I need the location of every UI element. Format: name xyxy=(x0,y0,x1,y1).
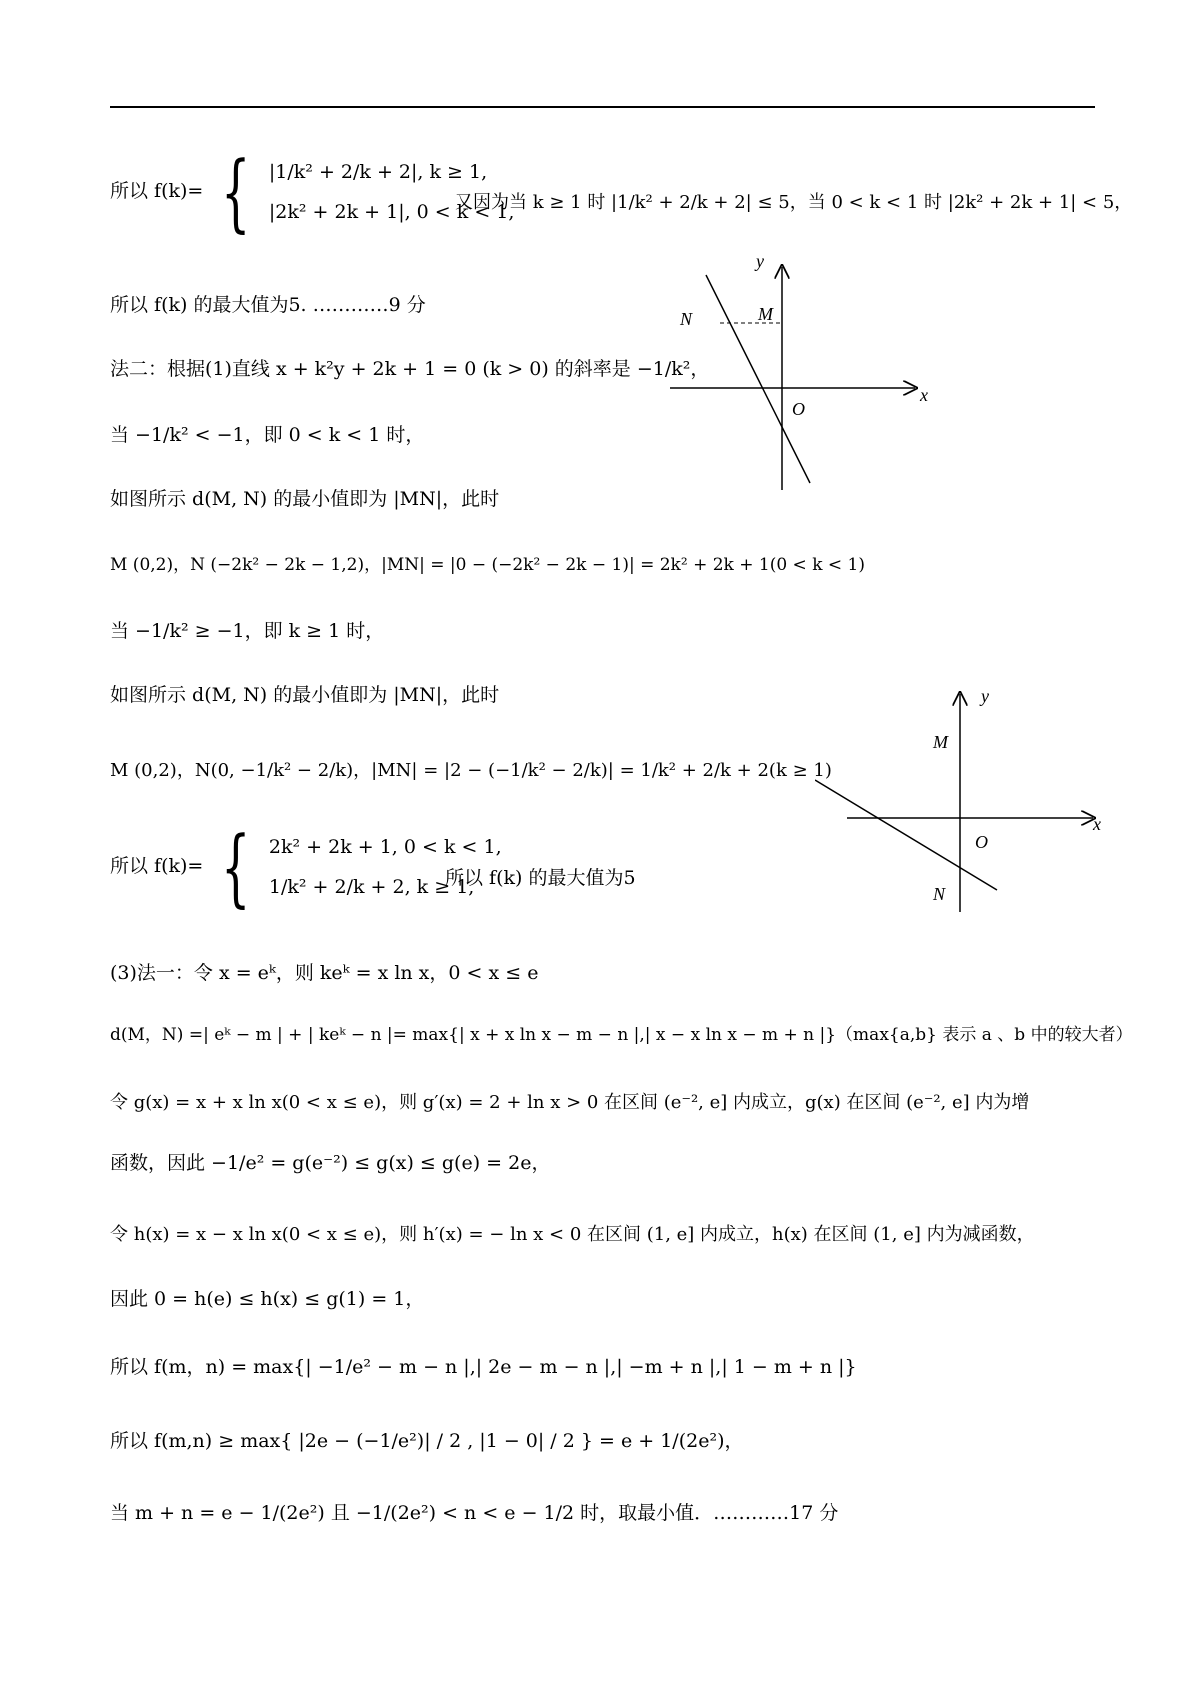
l10-case1: 2k² + 2k + 1, 0 < k < 1, xyxy=(268,836,502,858)
line-11: (3)法一：令 x = eᵏ，则 keᵏ = x ln x，0 < x ≤ e xyxy=(110,962,539,984)
l1-prefix: 所以 f(k)= xyxy=(110,180,204,202)
line-2: 所以 f(k) 的最大值为5. …………9 分 xyxy=(110,294,426,316)
figure-2 xyxy=(815,680,1105,920)
line-7: 当 −1/k² ≥ −1，即 k ≥ 1 时， xyxy=(110,620,385,642)
line-9: M (0,2)，N(0, −1/k² − 2/k)，|MN| = |2 − (−1/k² − 2/k)| = 1/k² + 2/k + 2(k ≥ 1) xyxy=(110,760,832,781)
fig2-point-n: N xyxy=(933,884,946,904)
fig2-line xyxy=(815,780,997,890)
fig1-point-m: M xyxy=(758,304,773,324)
line-14: 函数，因此 −1/e² = g(e⁻²) ≤ g(x) ≤ g(e) = 2e， xyxy=(110,1152,551,1174)
fig2-x-label: x xyxy=(1093,814,1101,834)
fig1-y-label: y xyxy=(756,255,764,271)
l10-prefix: 所以 f(k)= xyxy=(110,855,204,877)
line-12: d(M，N) =| eᵏ − m | + | keᵏ − n |= max{| x + x ln x − m − n |,| x − x ln x − m + n |}（max{a,b} 表示 a 、b 中的较大者） xyxy=(110,1025,1133,1045)
line-13: 令 g(x) = x + x ln x(0 < x ≤ e)，则 g′(x) = 2 + ln x > 0 在区间 (e⁻², e] 内成立，g(x) 在区间 (e⁻², e] 内为增 xyxy=(110,1092,1030,1113)
line-4: 当 −1/k² < −1，即 0 < k < 1 时， xyxy=(110,424,425,446)
l1-brace: { xyxy=(221,143,251,241)
line-10-suffix: 所以 f(k) 的最大值为5 xyxy=(445,867,636,889)
l1-case1: |1/k² + 2/k + 2|, k ≥ 1, xyxy=(268,161,488,183)
line-3: 法二：根据(1)直线 x + k²y + 2k + 1 = 0 (k > 0) 的斜率是 −1/k²， xyxy=(110,358,710,380)
line-18: 所以 f(m,n) ≥ max{ |2e − (−1/e²)| / 2 , |1 − 0| / 2 } = e + 1/(2e²)， xyxy=(110,1430,744,1452)
fig1-x-label: x xyxy=(920,385,928,405)
line-16: 因此 0 = h(e) ≤ h(x) ≤ g(1) = 1， xyxy=(110,1288,425,1310)
line-19: 当 m + n = e − 1/(2e²) 且 −1/(2e²) < n < e − 1/2 时，取最小值．…………17 分 xyxy=(110,1502,839,1524)
fig2-origin: O xyxy=(975,832,988,852)
fig1-origin: O xyxy=(792,399,805,419)
l10-brace: { xyxy=(221,818,251,916)
l1-case2: |2k² + 2k + 1|, 0 < k < 1, xyxy=(268,201,515,223)
l10-case2: 1/k² + 2/k + 2, k ≥ 1, xyxy=(268,876,475,898)
line-8: 如图所示 d(M, N) 的最小值即为 |MN|，此时 xyxy=(110,684,500,706)
header-rule xyxy=(110,106,1095,108)
line-10 xyxy=(110,818,502,916)
line-1-mid: 又因为当 k ≥ 1 时 |1/k² + 2/k + 2| ≤ 5，当 0 < k < 1 时 |2k² + 2k + 1| < 5， xyxy=(455,192,1133,213)
line-6: M (0,2)，N (−2k² − 2k − 1,2)，|MN| = |0 − (−2k² − 2k − 1)| = 2k² + 2k + 1(0 < k < 1) xyxy=(110,555,865,575)
figure-1 xyxy=(660,255,930,495)
line-1 xyxy=(110,143,515,241)
line-17: 所以 f(m，n) = max{| −1/e² − m − n |,| 2e − m − n |,| −m + n |,| 1 − m + n |} xyxy=(110,1356,857,1378)
line-15: 令 h(x) = x − x ln x(0 < x ≤ e)，则 h′(x) = − ln x < 0 在区间 (1, e] 内成立，h(x) 在区间 (1, e] 内为减函数， xyxy=(110,1224,1035,1245)
line-5: 如图所示 d(M, N) 的最小值即为 |MN|，此时 xyxy=(110,488,500,510)
fig2-y-label: y xyxy=(981,686,989,706)
fig1-point-n: N xyxy=(680,309,693,329)
fig2-point-m: M xyxy=(933,732,948,752)
